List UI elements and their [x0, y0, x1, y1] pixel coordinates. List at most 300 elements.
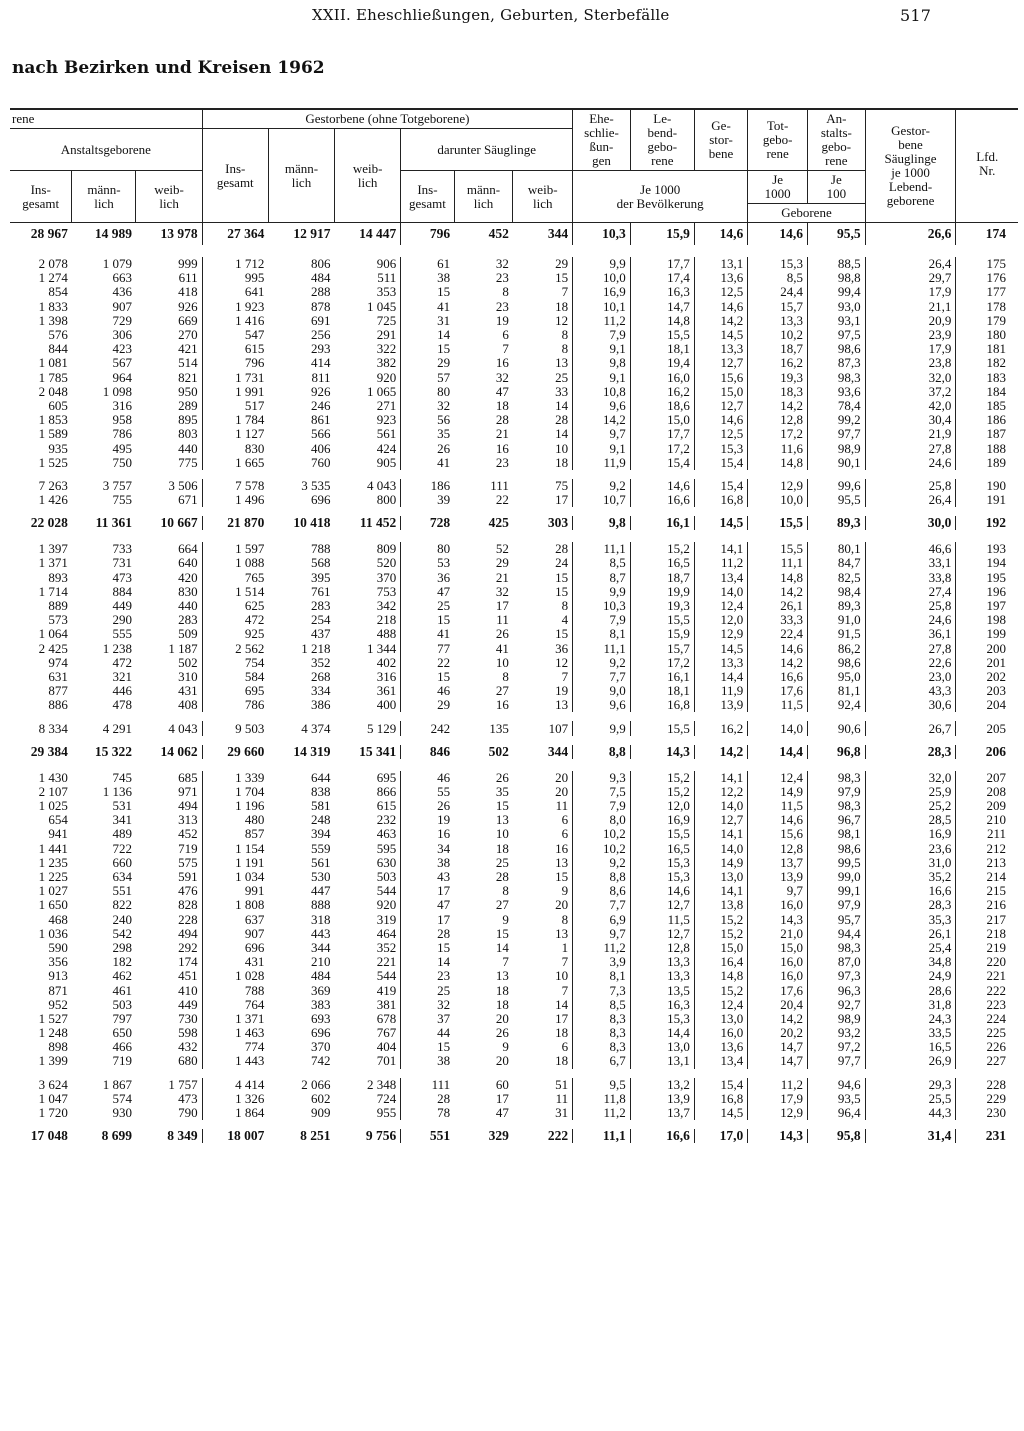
- spacer-row: [10, 245, 1018, 257]
- table-cell: 995: [244, 271, 265, 286]
- table-cell: 27,8: [865, 642, 956, 656]
- header-saeugl-weiblich: weib- lich: [513, 171, 573, 223]
- table-cell: 18: [495, 983, 509, 998]
- table-cell: 1 238: [102, 641, 132, 656]
- table-cell: 18: [513, 456, 573, 470]
- table-cell: 473: [112, 570, 132, 585]
- header-je-1000: Je 1000: [748, 171, 808, 204]
- table-cell: 14,1: [694, 771, 747, 785]
- table-cell: 10,0: [573, 271, 631, 285]
- table-cell: 9 503: [235, 721, 265, 736]
- table-row: [10, 356, 1018, 370]
- lfd-nr-cell: 227: [986, 1054, 1006, 1069]
- table-cell: 719: [112, 1054, 132, 1069]
- table-cell: 7: [502, 955, 509, 970]
- table-cell: 480: [244, 813, 265, 828]
- table-cell: 14,4: [630, 1026, 694, 1040]
- table-cell: 18,1: [630, 684, 694, 698]
- table-row: [10, 1040, 1018, 1054]
- table-cell: 742: [311, 1054, 331, 1069]
- table-cell: 12,8: [748, 413, 808, 427]
- table-cell: 838: [311, 784, 331, 799]
- table-cell: 595: [335, 842, 401, 856]
- table-cell: 520: [335, 556, 401, 570]
- lfd-nr-cell: 218: [986, 926, 1006, 941]
- table-cell: 797: [112, 1011, 132, 1026]
- table-cell: 47: [437, 898, 451, 913]
- table-cell: 9,5: [573, 1078, 631, 1092]
- table-row: [10, 813, 1018, 827]
- table-cell: 28,3: [865, 898, 956, 912]
- table-cell: 361: [335, 684, 401, 698]
- lfd-nr-cell: 231: [985, 1129, 1006, 1144]
- table-cell: 14,8: [748, 571, 808, 585]
- table-cell: 3 757: [102, 478, 132, 493]
- table-cell: 1 430: [38, 770, 68, 785]
- table-cell: 25,8: [865, 599, 956, 613]
- table-cell: 14 447: [335, 223, 401, 246]
- table-cell: 23,9: [865, 328, 956, 342]
- table-cell: 42,0: [865, 399, 956, 413]
- lfd-nr-cell: 184: [986, 384, 1006, 399]
- table-cell: 1 808: [235, 898, 265, 913]
- table-cell: 544: [335, 884, 401, 898]
- table-cell: 17: [437, 912, 451, 927]
- table-cell: 14: [513, 399, 573, 413]
- table-cell: 24,6: [865, 613, 956, 627]
- table-cell: 663: [112, 271, 132, 286]
- table-cell: 913: [48, 969, 68, 984]
- table-cell: 10,1: [573, 300, 631, 314]
- table-cell: 14,0: [694, 585, 747, 599]
- table-cell: 30,0: [865, 516, 956, 530]
- table-cell: 7,7: [573, 670, 631, 684]
- table-cell: 634: [112, 869, 132, 885]
- table-cell: 303: [513, 516, 573, 530]
- table-cell: 991: [244, 884, 265, 899]
- table-cell: 82,5: [808, 571, 866, 585]
- table-cell: 26,1: [865, 927, 956, 941]
- table-cell: 14,7: [748, 1054, 808, 1068]
- table-cell: 14,0: [694, 842, 747, 856]
- table-cell: 28: [437, 926, 451, 941]
- table-cell: 10,3: [573, 599, 631, 613]
- table-cell: 463: [335, 827, 401, 841]
- table-cell: 14,9: [748, 785, 808, 799]
- table-cell: 6: [513, 827, 573, 841]
- table-cell: 98,9: [808, 441, 866, 455]
- table-cell: 33,5: [865, 1026, 956, 1040]
- table-cell: 13,6: [694, 1040, 747, 1054]
- table-cell: 13,0: [694, 1012, 747, 1026]
- table-cell: 13,9: [748, 870, 808, 884]
- table-cell: 12,2: [694, 785, 747, 799]
- statistics-table: [10, 108, 1018, 1155]
- lfd-nr-cell: 212: [986, 841, 1006, 856]
- table-cell: 1 650: [38, 898, 68, 913]
- table-cell: 10,7: [573, 493, 631, 507]
- table-cell: 283: [136, 613, 202, 627]
- table-cell: 10: [495, 827, 509, 842]
- table-cell: 974: [48, 655, 68, 670]
- table-cell: 406: [311, 441, 331, 456]
- table-cell: 8: [513, 342, 573, 356]
- table-cell: 511: [335, 271, 401, 285]
- table-cell: 98,4: [808, 585, 866, 599]
- table-cell: 381: [335, 998, 401, 1012]
- table-cell: 25: [437, 598, 451, 614]
- table-cell: 15 322: [94, 744, 132, 759]
- table-cell: 23,6: [865, 842, 956, 856]
- table-cell: 12,9: [748, 1106, 808, 1120]
- lfd-nr-cell: 225: [986, 1026, 1006, 1041]
- table-cell: 16,6: [630, 493, 694, 507]
- table-row: [10, 427, 1018, 441]
- table-row: [10, 342, 1018, 356]
- table-cell: 440: [136, 599, 202, 613]
- table-cell: 46,6: [865, 542, 956, 556]
- table-cell: 854: [48, 285, 68, 300]
- table-cell: 568: [311, 556, 331, 571]
- table-cell: 502: [136, 656, 202, 670]
- lfd-nr-cell: 190: [986, 478, 1006, 493]
- lfd-nr-cell: 221: [986, 969, 1006, 984]
- table-cell: 28,5: [865, 813, 956, 827]
- table-cell: 29: [513, 257, 573, 271]
- table-row: [10, 827, 1018, 841]
- table-cell: 1 991: [235, 384, 265, 399]
- table-cell: 4 374: [301, 721, 331, 736]
- lfd-nr-cell: 206: [985, 744, 1006, 759]
- table-cell: 78: [437, 1105, 451, 1121]
- table-cell: 29 660: [227, 744, 265, 759]
- table-cell: 408: [136, 698, 202, 712]
- table-cell: 10,0: [748, 493, 808, 507]
- table-cell: 13,7: [748, 856, 808, 870]
- table-cell: 14,8: [694, 969, 747, 983]
- table-cell: 6: [502, 327, 509, 343]
- table-cell: 26,9: [865, 1054, 956, 1068]
- lfd-nr-cell: 220: [986, 955, 1006, 970]
- table-cell: 21,0: [748, 927, 808, 941]
- table-cell: 41: [437, 627, 451, 642]
- table-cell: 17: [495, 1091, 509, 1106]
- lfd-nr-cell: 179: [986, 313, 1006, 328]
- header-totgeborene: Tot- gebo- rene: [748, 109, 808, 171]
- header-gest-maennlich: männ- lich: [268, 129, 334, 223]
- table-cell: 9,6: [573, 399, 631, 413]
- table-row: [10, 285, 1018, 299]
- table-cell: 920: [335, 898, 401, 912]
- table-cell: 12,0: [694, 613, 747, 627]
- table-cell: 999: [136, 257, 202, 271]
- table-cell: 7: [513, 670, 573, 684]
- spacer-row: [10, 712, 1018, 721]
- table-cell: 27: [495, 898, 509, 913]
- table-cell: 17: [495, 598, 509, 614]
- table-cell: 14 989: [94, 226, 132, 241]
- table-cell: 10,2: [573, 827, 631, 841]
- header-anst-insgesamt: Ins- gesamt: [10, 171, 72, 223]
- table-cell: 1 027: [38, 884, 68, 899]
- table-cell: 93,0: [808, 300, 866, 314]
- table-row: [10, 493, 1018, 507]
- table-cell: 15: [495, 799, 509, 814]
- table-cell: 14,5: [694, 328, 747, 342]
- lfd-nr-cell: 228: [986, 1077, 1006, 1092]
- table-cell: 567: [112, 356, 132, 371]
- table-cell: 12,7: [630, 927, 694, 941]
- table-cell: 35: [495, 784, 509, 799]
- table-cell: 1 371: [235, 1011, 265, 1026]
- table-cell: 174: [136, 955, 202, 969]
- table-cell: 22,6: [865, 656, 956, 670]
- table-cell: 386: [311, 698, 331, 713]
- table-cell: 753: [335, 585, 401, 599]
- table-cell: 32: [495, 584, 509, 599]
- table-cell: 432: [136, 1040, 202, 1054]
- table-cell: 1 235: [38, 855, 68, 870]
- table-cell: 356: [48, 955, 68, 970]
- table-cell: 20,4: [748, 998, 808, 1012]
- table-cell: 29,7: [865, 271, 956, 285]
- table-cell: 906: [335, 257, 401, 271]
- table-cell: 1 098: [102, 384, 132, 399]
- table-cell: 584: [244, 669, 265, 684]
- table-cell: 615: [244, 342, 265, 357]
- table-cell: 461: [112, 983, 132, 998]
- table-cell: 895: [136, 413, 202, 427]
- table-cell: 24: [513, 556, 573, 570]
- table-cell: 268: [311, 669, 331, 684]
- table-cell: 97,2: [808, 1040, 866, 1054]
- table-row: [10, 1012, 1018, 1026]
- table-cell: 478: [112, 698, 132, 713]
- table-cell: 11,5: [748, 698, 808, 712]
- table-cell: 641: [244, 285, 265, 300]
- table-cell: 630: [335, 856, 401, 870]
- table-cell: 16: [437, 827, 451, 842]
- table-cell: 254: [311, 613, 331, 628]
- table-cell: 34: [437, 841, 451, 856]
- table-cell: 1 720: [38, 1105, 68, 1121]
- table-cell: 722: [112, 841, 132, 856]
- table-cell: 472: [112, 655, 132, 670]
- total-row: [10, 1129, 1018, 1143]
- table-cell: 9,8: [573, 516, 631, 530]
- table-row: [10, 642, 1018, 656]
- table-cell: 8,0: [573, 813, 631, 827]
- table-cell: 12,7: [630, 898, 694, 912]
- table-cell: 907: [244, 926, 265, 941]
- table-cell: 1 065: [335, 385, 401, 399]
- table-cell: 745: [112, 770, 132, 785]
- table-cell: 47: [495, 1105, 509, 1121]
- table-cell: 1 853: [38, 413, 68, 428]
- table-cell: 730: [136, 1012, 202, 1026]
- table-cell: 1 187: [136, 642, 202, 656]
- table-cell: 15,3: [694, 441, 747, 455]
- table-cell: 566: [311, 427, 331, 442]
- table-cell: 17,2: [630, 656, 694, 670]
- table-cell: 4 291: [102, 721, 132, 736]
- table-cell: 20: [495, 1054, 509, 1069]
- table-cell: 24,4: [748, 285, 808, 299]
- table-cell: 11,9: [694, 684, 747, 698]
- table-cell: 494: [136, 927, 202, 941]
- table-cell: 96,3: [808, 983, 866, 997]
- table-cell: 468: [48, 912, 68, 927]
- table-cell: 1 514: [235, 584, 265, 599]
- table-cell: 14,6: [748, 813, 808, 827]
- table-cell: 1 397: [38, 542, 68, 557]
- table-cell: 15,2: [630, 785, 694, 799]
- table-cell: 55: [437, 784, 451, 799]
- table-cell: 420: [136, 571, 202, 585]
- lfd-nr-cell: 176: [986, 271, 1006, 286]
- table-cell: 750: [112, 455, 132, 470]
- table-cell: 4 043: [335, 479, 401, 493]
- table-cell: 80: [437, 384, 451, 399]
- table-cell: 955: [335, 1106, 401, 1120]
- table-cell: 95,7: [808, 913, 866, 927]
- table-cell: 16,0: [630, 371, 694, 385]
- table-cell: 764: [244, 997, 265, 1012]
- table-cell: 13,3: [694, 342, 747, 356]
- table-cell: 559: [311, 841, 331, 856]
- table-cell: 11,2: [748, 1078, 808, 1092]
- table-cell: 13,0: [694, 870, 747, 884]
- table-cell: 97,3: [808, 969, 866, 983]
- table-cell: 292: [136, 941, 202, 955]
- table-cell: 542: [112, 926, 132, 941]
- table-cell: 16,2: [694, 721, 747, 735]
- table-cell: 926: [136, 300, 202, 314]
- table-cell: 828: [136, 898, 202, 912]
- table-cell: 86,2: [808, 642, 866, 656]
- table-cell: 16,0: [748, 898, 808, 912]
- table-cell: 18: [513, 1026, 573, 1040]
- table-cell: 765: [244, 570, 265, 585]
- table-cell: 9,1: [573, 371, 631, 385]
- table-cell: 17,6: [748, 684, 808, 698]
- table-cell: 90,6: [808, 721, 866, 735]
- table-cell: 93,2: [808, 1026, 866, 1040]
- table-cell: 449: [112, 598, 132, 614]
- spacer-row: [10, 1120, 1018, 1129]
- lfd-nr-cell: 192: [985, 516, 1006, 531]
- table-cell: 1 525: [38, 455, 68, 470]
- table-cell: 322: [335, 342, 401, 356]
- table-cell: 9 756: [335, 1129, 401, 1143]
- table-cell: 80: [437, 542, 451, 557]
- table-cell: 344: [513, 223, 573, 246]
- table-row: [10, 599, 1018, 613]
- table-cell: 18,1: [630, 342, 694, 356]
- table-cell: 1 036: [38, 926, 68, 941]
- table-cell: 31: [437, 313, 451, 328]
- lfd-nr-cell: 186: [986, 413, 1006, 428]
- table-cell: 7,7: [573, 898, 631, 912]
- table-cell: 7: [513, 285, 573, 299]
- table-cell: 696: [244, 940, 265, 955]
- table-cell: 8,8: [573, 870, 631, 884]
- header-gest-weiblich: weib- lich: [335, 129, 401, 223]
- table-cell: 18: [495, 997, 509, 1012]
- table-cell: 33,8: [865, 571, 956, 585]
- table-cell: 2 048: [38, 384, 68, 399]
- table-cell: 11 452: [335, 516, 401, 530]
- table-cell: 9: [513, 884, 573, 898]
- table-cell: 436: [112, 285, 132, 300]
- table-cell: 12: [513, 314, 573, 328]
- table-cell: 13,5: [630, 983, 694, 997]
- table-cell: 25,4: [865, 941, 956, 955]
- table-cell: 97,9: [808, 898, 866, 912]
- table-cell: 14: [437, 955, 451, 970]
- table-cell: 8,1: [573, 969, 631, 983]
- table-cell: 319: [335, 913, 401, 927]
- table-cell: 18 007: [227, 1129, 265, 1144]
- total-row: [10, 516, 1018, 530]
- table-cell: 111: [431, 1077, 451, 1092]
- table-cell: 15,0: [748, 941, 808, 955]
- table-cell: 221: [335, 955, 401, 969]
- table-cell: 306: [112, 327, 132, 343]
- table-cell: 7: [502, 342, 509, 357]
- table-cell: 12,5: [694, 285, 747, 299]
- table-cell: 449: [136, 998, 202, 1012]
- section-title: nach Bezirken und Kreisen 1962: [12, 58, 325, 78]
- table-cell: 240: [112, 912, 132, 927]
- table-cell: 9,2: [573, 656, 631, 670]
- table-cell: 14,0: [748, 721, 808, 735]
- table-cell: 186: [430, 478, 451, 493]
- table-cell: 2 562: [235, 641, 265, 656]
- table-cell: 77: [437, 641, 451, 656]
- table-cell: 671: [136, 493, 202, 507]
- table-cell: 18,7: [748, 342, 808, 356]
- table-cell: 15: [437, 342, 451, 357]
- running-title: XXII. Eheschließungen, Geburten, Sterbefälle: [312, 6, 670, 24]
- table-cell: 16,1: [630, 670, 694, 684]
- table-cell: 1 399: [38, 1054, 68, 1069]
- table-cell: 13,0: [630, 1040, 694, 1054]
- table-cell: 32: [495, 257, 509, 272]
- table-cell: 15 341: [335, 745, 401, 759]
- table-row: [10, 556, 1018, 570]
- header-geborene: Geborene: [748, 204, 865, 223]
- table-cell: 14: [513, 427, 573, 441]
- table-cell: 1: [513, 941, 573, 955]
- table-cell: 2 107: [38, 784, 68, 799]
- table-cell: 20,9: [865, 314, 956, 328]
- table-cell: 20,2: [748, 1026, 808, 1040]
- table-cell: 3,9: [573, 955, 631, 969]
- table-cell: 14,6: [694, 223, 747, 246]
- table-cell: 581: [311, 799, 331, 814]
- table-cell: 218: [335, 613, 401, 627]
- table-cell: 12,8: [630, 941, 694, 955]
- table-cell: 18: [495, 841, 509, 856]
- table-cell: 950: [136, 385, 202, 399]
- table-cell: 14,6: [630, 884, 694, 898]
- table-cell: 61: [437, 257, 451, 272]
- table-cell: 47: [437, 584, 451, 599]
- table-cell: 8,3: [573, 1040, 631, 1054]
- table-cell: 15,5: [748, 542, 808, 556]
- table-cell: 6,9: [573, 913, 631, 927]
